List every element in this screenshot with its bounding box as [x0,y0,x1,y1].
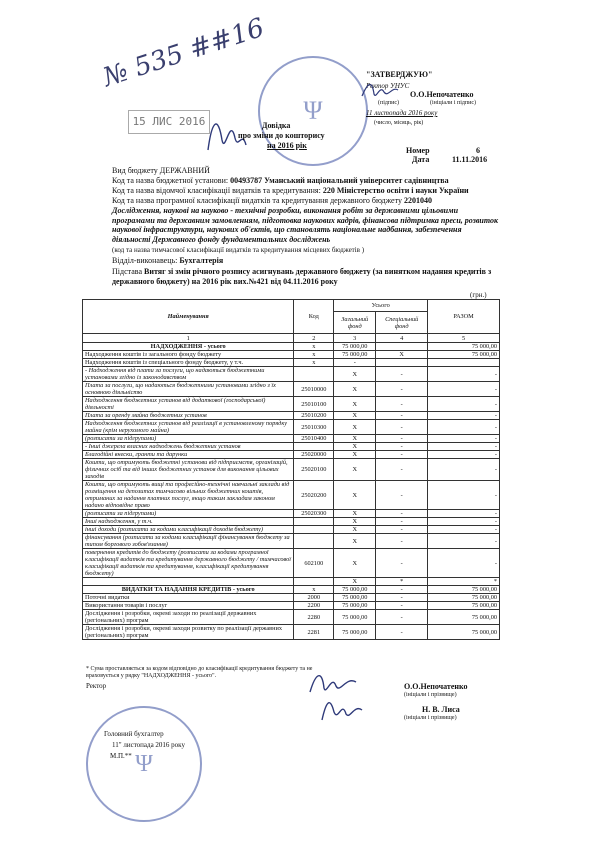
row-special [376,359,428,367]
footnote: * Сума проставляється за кодом відповідно до класифікації кредитування бюджету та не враховується у рядку "НАДХОДЖЕННЯ - усього". [86,666,313,679]
rector-name: О.О.Непочатенко [404,682,468,691]
row-general: X [334,578,376,586]
row-code: 2281 [294,625,334,640]
row-special: - [376,397,428,412]
basis-label: Підстава [112,267,142,276]
row-name: НАДХОДЖЕННЯ - усього [83,343,294,351]
table-row [83,586,500,594]
row-general: 75 000,00 [334,351,376,359]
table-row [83,534,500,549]
table-row [83,459,500,481]
table-row [83,578,500,586]
row-code: 25020000 [294,451,334,459]
institution: 00493787 Уманський національний університет садівництва [230,176,449,185]
budget-type-row [112,166,210,176]
approval-initials-label: (ініціали і підпис) [430,100,477,106]
row-special: - [376,382,428,397]
row-code: 25010000 [294,382,334,397]
row-special: - [376,602,428,610]
row-general: X [334,518,376,526]
row-general: X [334,481,376,510]
row-special: - [376,549,428,578]
col-number: 4 [376,334,428,343]
table-row [83,594,500,602]
row-name: (розписати за підгрупами) [83,510,294,518]
row-sum: - [428,518,500,526]
row-general: 75 000,00 [334,610,376,625]
dept: 220 Міністерство освіти і науки України [322,186,469,195]
table-row [83,343,500,351]
row-sum: - [428,367,500,382]
row-special: - [376,443,428,451]
row-special: - [376,459,428,481]
row-special: - [376,526,428,534]
row-name: Дослідження і розробки, окремі заходи по реалізації державних (регіональних) програм [83,610,294,625]
row-special: - [376,510,428,518]
row-sum: - [428,481,500,510]
accountant-signature [316,692,366,726]
table-row [83,526,500,534]
accountant-name: Н. В. Лиса [422,705,460,714]
approval-sign-label: (підпис) [378,100,400,106]
row-name: Надходження бюджетних установ від додаткової (господарської) діяльності [83,397,294,412]
row-code [294,526,334,534]
col-number: 1 [83,334,294,343]
doc-number-label: Номер [406,146,430,155]
executor: Бухгалтерія [179,256,224,265]
row-sum: - [428,435,500,443]
row-general: 75 000,00 [334,594,376,602]
row-code: 25010200 [294,412,334,420]
row-name: Поточні видатки [83,594,294,602]
row-general: X [334,382,376,397]
row-code: 25020100 [294,459,334,481]
header-general: Загальний фонд [334,312,376,334]
executor-row [112,256,223,266]
row-general: X [334,534,376,549]
budget-type-label: Вид бюджету [112,166,158,175]
local-label: (код та назва тимчасової класифікації видатків та кредитування місцевих бюджетів ) [112,246,365,254]
row-general: X [334,435,376,443]
row-special: * [376,578,428,586]
row-name: - Надходження від плати за послуги, що надаються бюджетними установами згідно із законодавством [83,367,294,382]
row-code [294,518,334,526]
table-row [83,435,500,443]
row-code: 25020200 [294,481,334,510]
row-code: 2200 [294,602,334,610]
row-code: 25010400 [294,435,334,443]
row-special: - [376,518,428,526]
currency-label: (грн.) [470,291,487,299]
row-name: повернення кредитів до бюджету (розписати за кодами програмної класифікації видатків та кредитування державного бюджету / тимчасової класифікації видатків та кредитування, класифікації кредитування бюджету) [83,549,294,578]
col-number: 3 [334,334,376,343]
header-special: Спеціальний фонд [376,312,428,334]
row-special: - [376,534,428,549]
program-label: Код та назва програмної класифікації видатків та кредитування державного бюджету [112,196,402,205]
row-name: Дослідження і розробки, окремі заходи розвитку по реалізації державних (регіональних) програм [83,625,294,640]
row-sum: 75 000,00 [428,602,500,610]
header-name: Найменування [83,300,294,334]
row-code [294,534,334,549]
budget-type: ДЕРЖАВНИЙ [159,166,210,175]
doc-title: Довідка [262,121,291,130]
approval-date-label: (число, місяць, рік) [374,120,424,126]
program-desc: Дослідження, наукові на науково - технічні розробки, виконання робіт за державними цільовими програмами та державним замовленням, підготовка наукових кадрів, фінансова підтримка преси, розвиток наукової інфраструктури, наукових об'єктів, що становлять національне надбання, забезпечення діяльності Державного фонду фундаментальних досліджень [112,206,499,244]
row-code: 25010300 [294,420,334,435]
institution-label: Код та назва бюджетної установи: [112,176,229,185]
row-name: Кошти, що отримують вищі та професійно-технічні навчальні заклади від розміщення на депозитах тимчасово вільних бюджетних коштів, отриманих за надання платних послуг, якщо таким закладам законом надано відповідне право [83,481,294,510]
row-general: 75 000,00 [334,343,376,351]
header-total-group: Усього [334,300,428,312]
row-name: Плата за оренду майна бюджетних установ [83,412,294,420]
row-name: - Інші джерела власних надходжень бюджетних установ [83,443,294,451]
row-name: Інші надходження, у т.ч. [83,518,294,526]
row-name: Надходження бюджетних установ від реалізації в установленому порядку майна (крім нерухомого майна) [83,420,294,435]
row-special: - [376,435,428,443]
row-code [294,443,334,451]
row-sum: 75 000,00 [428,351,500,359]
row-sum: - [428,549,500,578]
row-sum: 75 000,00 [428,594,500,602]
changes-table [82,299,500,640]
doc-year: на 2016 рік [267,141,307,150]
row-sum: - [428,451,500,459]
row-code: x [294,351,334,359]
basis-row [112,267,500,286]
row-general: X [334,397,376,412]
table-row [83,602,500,610]
row-general: 75 000,00 [334,625,376,640]
row-special: - [376,625,428,640]
row-special: X [376,351,428,359]
row-general: X [334,526,376,534]
table-row [83,351,500,359]
trident-icon: Ψ [303,96,323,125]
row-general: X [334,443,376,451]
row-code: 2000 [294,594,334,602]
table-row [83,359,500,367]
row-sum: - [428,420,500,435]
row-sum: - [428,382,500,397]
row-name: Надходження коштів із спеціального фонду бюджету, у т.ч. [83,359,294,367]
inbox-stamp: 15 ЛИС 2016 [128,110,210,134]
row-name: Надходження коштів із загального фонду бюджету [83,351,294,359]
row-code: x [294,586,334,594]
row-special: - [376,586,428,594]
row-code: 25010100 [294,397,334,412]
row-sum: 75 000,00 [428,625,500,640]
row-name: Кошти, що отримують бюджетні установи від підприємств, організацій, фізичних осіб та від інших бюджетних установ для виконання цільових заходів [83,459,294,481]
table-header-row [83,300,500,312]
table-number-row [83,334,500,343]
row-name: Використання товарів і послуг [83,602,294,610]
basis: Витяг зі змін річного розпису асигнувань державного бюджету (за винятком надання кредитів з державного бюджету) на 2016 рік вих.№421 від 04.11.2016 року [112,267,492,286]
rector-label: Ректор [86,682,107,690]
doc-subtitle: про зміни до кошторису [238,131,325,140]
table-row [83,518,500,526]
seal-stamp [86,706,202,822]
row-code [294,367,334,382]
row-code: 25020300 [294,510,334,518]
doc-date: 11.11.2016 [452,155,488,164]
footer-date: 11" листопада 2016 року [112,741,185,749]
table-row [83,382,500,397]
row-sum: 75 000,00 [428,343,500,351]
row-general: X [334,451,376,459]
row-special: - [376,610,428,625]
trident-icon: Ψ [135,750,153,777]
handwritten-number: № 535 ##16 [99,12,268,94]
approval-date: 11 листопада 2016 року [366,109,438,117]
program-code: 2201040 [403,196,432,205]
row-general: X [334,549,376,578]
row-general: 75 000,00 [334,602,376,610]
row-name: Благодійні внески, гранти та дарунки [83,451,294,459]
row-special: - [376,367,428,382]
row-special [376,343,428,351]
dept-label: Код та назва відомчої класифікації видатків та кредитування: [112,186,321,195]
row-special: - [376,451,428,459]
row-name: фінансування (розписати за кодами класифікації фінансування бюджету за типом боргового зобов'язання) [83,534,294,549]
row-code [294,578,334,586]
executor-label: Відділ-виконавець: [112,256,178,265]
row-general: - [334,359,376,367]
row-name: інші доходи (розписати за кодами класифікації доходів бюджету) [83,526,294,534]
row-name: Плата за послуги, що надаються бюджетними установами згідно з їх основною діяльністю [83,382,294,397]
row-name: ВИДАТКИ ТА НАДАННЯ КРЕДИТІВ - усього [83,586,294,594]
table-row [83,549,500,578]
col-number: 2 [294,334,334,343]
accountant-sign-label: (ініціали і прізвище) [404,715,457,721]
col-number: 5 [428,334,500,343]
row-special: - [376,420,428,435]
row-general: X [334,367,376,382]
row-code: x [294,343,334,351]
row-sum: 75 000,00 [428,610,500,625]
table-row [83,510,500,518]
row-sum: - [428,412,500,420]
approval-position: Ректор УНУС [366,82,410,90]
row-general: X [334,459,376,481]
row-special: - [376,481,428,510]
row-name: (розписати за підгрупами) [83,435,294,443]
row-sum: - [428,510,500,518]
table-row [83,481,500,510]
table-row [83,412,500,420]
dept-row [112,186,469,196]
approval-title: "ЗАТВЕРДЖУЮ" [366,70,433,79]
approval-signature [360,78,400,102]
row-sum: - [428,526,500,534]
row-name [83,578,294,586]
program-row [112,196,432,206]
row-general: X [334,510,376,518]
row-sum: - [428,534,500,549]
row-sum: 75 000,00 [428,586,500,594]
table-row [83,420,500,435]
row-code: 2280 [294,610,334,625]
row-code: 602100 [294,549,334,578]
accountant-label: Головний бухгалтер [104,730,164,738]
institution-row [112,176,449,186]
row-general: X [334,412,376,420]
table-row [83,397,500,412]
doc-date-label: Дата [412,155,430,164]
header-code: Код [294,300,334,334]
row-sum: - [428,443,500,451]
footer-mp: М.П.** [110,752,132,760]
doc-number: 6 [476,146,480,155]
row-sum [428,359,500,367]
table-row [83,610,500,625]
table-row [83,443,500,451]
row-code: x [294,359,334,367]
row-sum: * [428,578,500,586]
table-row [83,367,500,382]
row-sum: - [428,397,500,412]
header-sum: РАЗОМ [428,300,500,334]
rector-sign-label: (ініціали і прізвище) [404,692,457,698]
table-row [83,451,500,459]
row-general: 75 000,00 [334,586,376,594]
table-row [83,625,500,640]
row-special: - [376,412,428,420]
row-sum: - [428,459,500,481]
row-general: X [334,420,376,435]
approval-name: О.О.Непочатенко [410,90,474,99]
row-special: - [376,594,428,602]
